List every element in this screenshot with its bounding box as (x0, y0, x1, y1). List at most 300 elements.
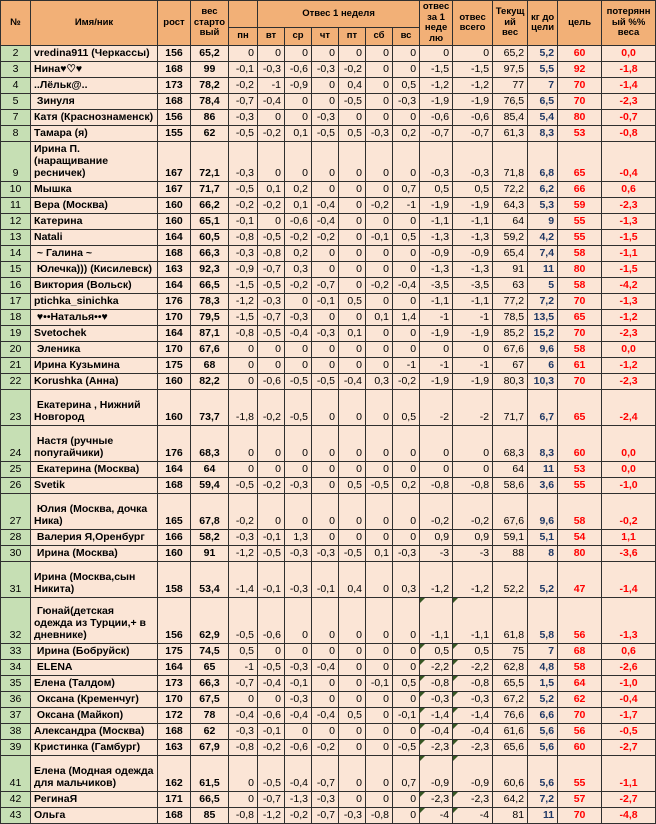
day-sun-cell[interactable]: 0 (393, 724, 420, 740)
day-thu-cell[interactable]: 0 (312, 426, 339, 462)
day-thu-cell[interactable]: -0,3 (312, 546, 339, 562)
total-loss-cell[interactable]: -0,7 (453, 126, 493, 142)
day-mon-cell[interactable]: -1,2 (229, 546, 258, 562)
day-tue-cell[interactable]: -0,2 (258, 390, 285, 426)
week-loss-cell[interactable]: 0 (420, 462, 453, 478)
height-cell[interactable]: 160 (158, 198, 191, 214)
day-fri-cell[interactable]: 0 (339, 310, 366, 326)
row-number-cell[interactable]: 41 (1, 756, 31, 792)
kg-to-goal-cell[interactable]: 11 (528, 262, 558, 278)
name-cell[interactable]: Валерия Я,Оренбург (31, 530, 158, 546)
day-thu-cell[interactable]: 0 (312, 310, 339, 326)
total-loss-cell[interactable]: 0,5 (453, 644, 493, 660)
day-fri-cell[interactable]: -0,2 (339, 62, 366, 78)
header-day-wed[interactable]: ср (285, 27, 312, 45)
start-weight-cell[interactable]: 86 (191, 110, 229, 126)
week-loss-cell[interactable]: 0 (420, 46, 453, 62)
name-cell[interactable]: Мышка (31, 182, 158, 198)
week-loss-cell[interactable]: -1 (420, 358, 453, 374)
row-number-cell[interactable]: 22 (1, 374, 31, 390)
day-tue-cell[interactable]: -0,4 (258, 676, 285, 692)
day-fri-cell[interactable]: 0 (339, 462, 366, 478)
day-sat-cell[interactable]: -0,3 (366, 126, 393, 142)
day-sun-cell[interactable]: -0,4 (393, 278, 420, 294)
start-weight-cell[interactable]: 65,2 (191, 46, 229, 62)
goal-cell[interactable]: 70 (558, 326, 602, 342)
day-fri-cell[interactable]: 0 (339, 230, 366, 246)
name-cell[interactable]: Korushka (Анна) (31, 374, 158, 390)
row-number-cell[interactable]: 34 (1, 660, 31, 676)
start-weight-cell[interactable]: 79,5 (191, 310, 229, 326)
kg-to-goal-cell[interactable]: 3,6 (528, 478, 558, 494)
goal-cell[interactable]: 60 (558, 740, 602, 756)
day-tue-cell[interactable]: 0 (258, 462, 285, 478)
header-number[interactable]: № (1, 1, 31, 46)
total-loss-cell[interactable]: -1,3 (453, 262, 493, 278)
total-loss-cell[interactable]: -0,4 (453, 724, 493, 740)
percent-lost-cell[interactable]: -1,5 (602, 262, 656, 278)
kg-to-goal-cell[interactable]: 5,8 (528, 598, 558, 644)
day-thu-cell[interactable]: -0,7 (312, 756, 339, 792)
day-sat-cell[interactable]: 0 (366, 110, 393, 126)
kg-to-goal-cell[interactable]: 5,1 (528, 530, 558, 546)
day-wed-cell[interactable]: 0 (285, 342, 312, 358)
day-sat-cell[interactable]: 0 (366, 262, 393, 278)
day-thu-cell[interactable]: 0 (312, 478, 339, 494)
day-fri-cell[interactable]: 0 (339, 494, 366, 530)
week-loss-cell[interactable]: 0 (420, 426, 453, 462)
current-weight-cell[interactable]: 85,4 (493, 110, 528, 126)
header-goal[interactable]: цель (558, 1, 602, 46)
name-cell[interactable]: Ирина П. (наращивание ресничек) (31, 142, 158, 182)
percent-lost-cell[interactable]: 0,6 (602, 644, 656, 660)
day-mon-cell[interactable]: -0,1 (229, 214, 258, 230)
day-sat-cell[interactable]: 0 (366, 740, 393, 756)
day-sun-cell[interactable]: 0 (393, 808, 420, 824)
day-sat-cell[interactable]: 0 (366, 692, 393, 708)
row-number-cell[interactable]: 5 (1, 94, 31, 110)
week-loss-cell[interactable]: -1,1 (420, 214, 453, 230)
percent-lost-cell[interactable]: -2,6 (602, 660, 656, 676)
row-number-cell[interactable]: 35 (1, 676, 31, 692)
week-loss-cell[interactable]: 0,5 (420, 182, 453, 198)
percent-lost-cell[interactable]: -2,7 (602, 792, 656, 808)
current-weight-cell[interactable]: 67,6 (493, 342, 528, 358)
current-weight-cell[interactable]: 77 (493, 78, 528, 94)
day-wed-cell[interactable]: -0,6 (285, 740, 312, 756)
day-mon-cell[interactable]: -0,4 (229, 708, 258, 724)
day-thu-cell[interactable]: -0,5 (312, 374, 339, 390)
name-cell[interactable]: Ирина (Москва,сын Никита) (31, 562, 158, 598)
goal-cell[interactable]: 80 (558, 262, 602, 278)
day-thu-cell[interactable]: -0,3 (312, 62, 339, 78)
percent-lost-cell[interactable]: -4,8 (602, 808, 656, 824)
day-sun-cell[interactable]: 0 (393, 294, 420, 310)
total-loss-cell[interactable]: 0 (453, 342, 493, 358)
height-cell[interactable]: 158 (158, 562, 191, 598)
day-sun-cell[interactable]: 0 (393, 326, 420, 342)
goal-cell[interactable]: 54 (558, 530, 602, 546)
height-cell[interactable]: 168 (158, 94, 191, 110)
day-fri-cell[interactable]: 0,1 (339, 326, 366, 342)
start-weight-cell[interactable]: 72,1 (191, 142, 229, 182)
goal-cell[interactable]: 70 (558, 78, 602, 94)
day-wed-cell[interactable]: -0,2 (285, 808, 312, 824)
day-sat-cell[interactable]: -0,1 (366, 676, 393, 692)
name-cell[interactable]: Виктория (Вольск) (31, 278, 158, 294)
day-tue-cell[interactable]: -0,1 (258, 562, 285, 598)
week-loss-cell[interactable]: -1 (420, 310, 453, 326)
day-sat-cell[interactable]: 0,3 (366, 374, 393, 390)
day-wed-cell[interactable]: -0,6 (285, 214, 312, 230)
current-weight-cell[interactable]: 64,2 (493, 792, 528, 808)
day-tue-cell[interactable]: 0 (258, 426, 285, 462)
day-wed-cell[interactable]: -0,9 (285, 78, 312, 94)
day-sun-cell[interactable]: 0,5 (393, 390, 420, 426)
name-cell[interactable]: ..Лёльк@.. (31, 78, 158, 94)
height-cell[interactable]: 168 (158, 478, 191, 494)
week-loss-cell[interactable]: -1,9 (420, 326, 453, 342)
day-thu-cell[interactable]: -0,2 (312, 740, 339, 756)
kg-to-goal-cell[interactable]: 7,2 (528, 792, 558, 808)
percent-lost-cell[interactable]: -0,4 (602, 142, 656, 182)
goal-cell[interactable]: 56 (558, 598, 602, 644)
day-tue-cell[interactable]: -0,5 (258, 230, 285, 246)
day-wed-cell[interactable]: 0,2 (285, 182, 312, 198)
current-weight-cell[interactable]: 78,5 (493, 310, 528, 326)
current-weight-cell[interactable]: 65,6 (493, 740, 528, 756)
day-sat-cell[interactable]: 0 (366, 358, 393, 374)
current-weight-cell[interactable]: 59,2 (493, 230, 528, 246)
height-cell[interactable]: 156 (158, 110, 191, 126)
day-fri-cell[interactable]: 0 (339, 198, 366, 214)
day-sat-cell[interactable]: -0,1 (366, 230, 393, 246)
week-loss-cell[interactable]: 0,9 (420, 530, 453, 546)
goal-cell[interactable]: 58 (558, 660, 602, 676)
day-sat-cell[interactable]: 0 (366, 708, 393, 724)
percent-lost-cell[interactable]: -1,5 (602, 230, 656, 246)
kg-to-goal-cell[interactable]: 5,6 (528, 740, 558, 756)
day-mon-cell[interactable]: -0,2 (229, 494, 258, 530)
name-cell[interactable]: Тамара (я) (31, 126, 158, 142)
day-sun-cell[interactable]: 0 (393, 660, 420, 676)
start-weight-cell[interactable]: 67,9 (191, 740, 229, 756)
height-cell[interactable]: 164 (158, 278, 191, 294)
goal-cell[interactable]: 58 (558, 246, 602, 262)
week-loss-cell[interactable]: -1,2 (420, 78, 453, 94)
kg-to-goal-cell[interactable]: 5,5 (528, 62, 558, 78)
percent-lost-cell[interactable]: 0,0 (602, 342, 656, 358)
day-sat-cell[interactable]: 0 (366, 342, 393, 358)
header-current-weight[interactable]: Текущий вес (493, 1, 528, 46)
goal-cell[interactable]: 53 (558, 462, 602, 478)
current-weight-cell[interactable]: 76,5 (493, 94, 528, 110)
day-mon-cell[interactable]: -1 (229, 660, 258, 676)
day-mon-cell[interactable]: 0 (229, 358, 258, 374)
height-cell[interactable]: 175 (158, 358, 191, 374)
row-number-cell[interactable]: 19 (1, 326, 31, 342)
day-fri-cell[interactable]: 0 (339, 724, 366, 740)
start-weight-cell[interactable]: 66,2 (191, 198, 229, 214)
row-number-cell[interactable]: 3 (1, 62, 31, 78)
day-mon-cell[interactable]: 0 (229, 374, 258, 390)
total-loss-cell[interactable]: -0,2 (453, 494, 493, 530)
day-thu-cell[interactable]: 0 (312, 246, 339, 262)
goal-cell[interactable]: 55 (558, 214, 602, 230)
week-loss-cell[interactable]: -0,8 (420, 676, 453, 692)
start-weight-cell[interactable]: 91 (191, 546, 229, 562)
week-loss-cell[interactable]: -0,3 (420, 142, 453, 182)
day-tue-cell[interactable]: 0 (258, 644, 285, 660)
day-tue-cell[interactable]: -0,5 (258, 546, 285, 562)
day-fri-cell[interactable]: 0 (339, 278, 366, 294)
day-wed-cell[interactable]: -0,3 (285, 478, 312, 494)
current-weight-cell[interactable]: 65,5 (493, 676, 528, 692)
kg-to-goal-cell[interactable]: 10,3 (528, 374, 558, 390)
goal-cell[interactable]: 61 (558, 358, 602, 374)
height-cell[interactable]: 164 (158, 660, 191, 676)
day-mon-cell[interactable]: 0 (229, 462, 258, 478)
header-day-tue[interactable]: вт (258, 27, 285, 45)
name-cell[interactable]: Оксана (Майкоп) (31, 708, 158, 724)
total-loss-cell[interactable]: -4 (453, 808, 493, 824)
day-fri-cell[interactable]: 0,5 (339, 708, 366, 724)
day-wed-cell[interactable]: -0,4 (285, 756, 312, 792)
total-loss-cell[interactable]: 0,5 (453, 182, 493, 198)
day-sat-cell[interactable]: 0 (366, 78, 393, 94)
name-cell[interactable]: Катерина (31, 214, 158, 230)
row-number-cell[interactable]: 33 (1, 644, 31, 660)
current-weight-cell[interactable]: 85,2 (493, 326, 528, 342)
day-thu-cell[interactable]: 0 (312, 78, 339, 94)
day-wed-cell[interactable]: -0,3 (285, 660, 312, 676)
day-wed-cell[interactable]: 0 (285, 110, 312, 126)
day-sun-cell[interactable]: 0 (393, 426, 420, 462)
current-weight-cell[interactable]: 64 (493, 462, 528, 478)
percent-lost-cell[interactable]: -1,8 (602, 62, 656, 78)
kg-to-goal-cell[interactable]: 13,5 (528, 310, 558, 326)
kg-to-goal-cell[interactable]: 9,6 (528, 494, 558, 530)
kg-to-goal-cell[interactable]: 5,6 (528, 756, 558, 792)
name-cell[interactable]: ~ Галина ~ (31, 246, 158, 262)
goal-cell[interactable]: 56 (558, 724, 602, 740)
day-tue-cell[interactable]: -0,2 (258, 740, 285, 756)
day-wed-cell[interactable]: 0 (285, 426, 312, 462)
day-fri-cell[interactable]: 0 (339, 792, 366, 808)
header-day-fri[interactable]: пт (339, 27, 366, 45)
name-cell[interactable]: Svetochek (31, 326, 158, 342)
current-weight-cell[interactable]: 61,8 (493, 598, 528, 644)
kg-to-goal-cell[interactable]: 11 (528, 808, 558, 824)
day-sun-cell[interactable]: -0,2 (393, 374, 420, 390)
percent-lost-cell[interactable]: -1,2 (602, 358, 656, 374)
kg-to-goal-cell[interactable]: 15,2 (528, 326, 558, 342)
day-mon-cell[interactable]: -0,8 (229, 326, 258, 342)
day-sat-cell[interactable]: 0 (366, 294, 393, 310)
kg-to-goal-cell[interactable]: 5,2 (528, 46, 558, 62)
current-weight-cell[interactable]: 62,8 (493, 660, 528, 676)
day-sun-cell[interactable]: 0 (393, 46, 420, 62)
day-wed-cell[interactable]: 0,2 (285, 246, 312, 262)
day-thu-cell[interactable]: -0,1 (312, 294, 339, 310)
total-loss-cell[interactable]: -0,3 (453, 692, 493, 708)
name-cell[interactable]: РегинаЯ (31, 792, 158, 808)
total-loss-cell[interactable]: -1,9 (453, 198, 493, 214)
height-cell[interactable]: 155 (158, 126, 191, 142)
row-number-cell[interactable]: 15 (1, 262, 31, 278)
current-weight-cell[interactable]: 67,2 (493, 692, 528, 708)
day-thu-cell[interactable]: 0 (312, 676, 339, 692)
day-wed-cell[interactable]: 0,1 (285, 126, 312, 142)
percent-lost-cell[interactable]: -2,7 (602, 740, 656, 756)
percent-lost-cell[interactable]: 0,0 (602, 46, 656, 62)
row-number-cell[interactable]: 4 (1, 78, 31, 94)
goal-cell[interactable]: 62 (558, 692, 602, 708)
row-number-cell[interactable]: 37 (1, 708, 31, 724)
week-loss-cell[interactable]: -0,9 (420, 756, 453, 792)
percent-lost-cell[interactable]: -1,4 (602, 78, 656, 94)
goal-cell[interactable]: 57 (558, 792, 602, 808)
name-cell[interactable]: Настя (ручные попугайчики) (31, 426, 158, 462)
day-sat-cell[interactable]: 0 (366, 214, 393, 230)
day-sat-cell[interactable]: 0 (366, 94, 393, 110)
name-cell[interactable]: Нина♥♡♥ (31, 62, 158, 78)
header-percent-lost[interactable]: потерянный %% веса (602, 1, 656, 46)
height-cell[interactable]: 162 (158, 756, 191, 792)
day-tue-cell[interactable]: -0,3 (258, 294, 285, 310)
day-thu-cell[interactable]: -0,4 (312, 660, 339, 676)
day-sat-cell[interactable]: 0 (366, 182, 393, 198)
day-fri-cell[interactable]: 0 (339, 110, 366, 126)
row-number-cell[interactable]: 32 (1, 598, 31, 644)
name-cell[interactable]: Эленика (31, 342, 158, 358)
day-fri-cell[interactable]: -0,3 (339, 808, 366, 824)
day-sun-cell[interactable]: 0,5 (393, 230, 420, 246)
day-mon-cell[interactable]: -1,2 (229, 294, 258, 310)
day-tue-cell[interactable]: -0,7 (258, 310, 285, 326)
day-sat-cell[interactable]: 0 (366, 426, 393, 462)
day-mon-cell[interactable]: 0 (229, 426, 258, 462)
day-sat-cell[interactable]: -0,5 (366, 478, 393, 494)
day-sun-cell[interactable]: 0,2 (393, 126, 420, 142)
name-cell[interactable]: Вера (Москва) (31, 198, 158, 214)
height-cell[interactable]: 168 (158, 808, 191, 824)
goal-cell[interactable]: 53 (558, 126, 602, 142)
kg-to-goal-cell[interactable]: 5,2 (528, 562, 558, 598)
week-loss-cell[interactable]: -0,6 (420, 110, 453, 126)
current-weight-cell[interactable]: 71,7 (493, 390, 528, 426)
total-loss-cell[interactable]: -1 (453, 310, 493, 326)
current-weight-cell[interactable]: 97,5 (493, 62, 528, 78)
height-cell[interactable]: 165 (158, 494, 191, 530)
day-mon-cell[interactable]: 0 (229, 792, 258, 808)
day-thu-cell[interactable]: 0 (312, 182, 339, 198)
day-fri-cell[interactable]: 0 (339, 644, 366, 660)
day-fri-cell[interactable]: 0,5 (339, 126, 366, 142)
start-weight-cell[interactable]: 82,2 (191, 374, 229, 390)
day-fri-cell[interactable]: 0 (339, 262, 366, 278)
day-mon-cell[interactable]: -0,8 (229, 740, 258, 756)
current-weight-cell[interactable]: 75 (493, 644, 528, 660)
day-sun-cell[interactable]: 0,3 (393, 562, 420, 598)
current-weight-cell[interactable]: 61,6 (493, 724, 528, 740)
week-loss-cell[interactable]: -1,1 (420, 598, 453, 644)
day-tue-cell[interactable]: -0,2 (258, 478, 285, 494)
kg-to-goal-cell[interactable]: 9,6 (528, 342, 558, 358)
day-sun-cell[interactable]: 0 (393, 110, 420, 126)
goal-cell[interactable]: 65 (558, 310, 602, 326)
row-number-cell[interactable]: 30 (1, 546, 31, 562)
week-loss-cell[interactable]: -0,8 (420, 478, 453, 494)
percent-lost-cell[interactable]: -1,4 (602, 562, 656, 598)
height-cell[interactable]: 166 (158, 530, 191, 546)
percent-lost-cell[interactable]: 1,1 (602, 530, 656, 546)
kg-to-goal-cell[interactable]: 1,5 (528, 676, 558, 692)
week-loss-cell[interactable]: -1,1 (420, 294, 453, 310)
goal-cell[interactable]: 58 (558, 278, 602, 294)
name-cell[interactable]: Екатерина , Нижний Новгород (31, 390, 158, 426)
week-loss-cell[interactable]: -2 (420, 390, 453, 426)
header-day-sun[interactable]: вс (393, 27, 420, 45)
height-cell[interactable]: 164 (158, 326, 191, 342)
name-cell[interactable]: Катя (Краснознаменск) (31, 110, 158, 126)
week-loss-cell[interactable]: -1,9 (420, 198, 453, 214)
start-weight-cell[interactable]: 67,6 (191, 342, 229, 358)
name-cell[interactable]: Svetik (31, 478, 158, 494)
height-cell[interactable]: 163 (158, 740, 191, 756)
total-loss-cell[interactable]: -1,5 (453, 62, 493, 78)
row-number-cell[interactable]: 21 (1, 358, 31, 374)
day-tue-cell[interactable]: -0,3 (258, 62, 285, 78)
start-weight-cell[interactable]: 78 (191, 708, 229, 724)
total-loss-cell[interactable]: 0 (453, 426, 493, 462)
height-cell[interactable]: 168 (158, 246, 191, 262)
row-number-cell[interactable]: 28 (1, 530, 31, 546)
total-loss-cell[interactable]: -1,1 (453, 598, 493, 644)
height-cell[interactable]: 168 (158, 62, 191, 78)
week-loss-cell[interactable]: -1,9 (420, 94, 453, 110)
row-number-cell[interactable]: 9 (1, 142, 31, 182)
row-number-cell[interactable]: 25 (1, 462, 31, 478)
percent-lost-cell[interactable]: -0,4 (602, 692, 656, 708)
goal-cell[interactable]: 60 (558, 46, 602, 62)
start-weight-cell[interactable]: 78,4 (191, 94, 229, 110)
current-weight-cell[interactable]: 91 (493, 262, 528, 278)
day-wed-cell[interactable]: 0 (285, 724, 312, 740)
day-fri-cell[interactable]: 0,4 (339, 562, 366, 598)
day-mon-cell[interactable]: 0 (229, 756, 258, 792)
day-wed-cell[interactable]: 0 (285, 94, 312, 110)
day-fri-cell[interactable]: -0,5 (339, 546, 366, 562)
day-mon-cell[interactable]: -0,7 (229, 94, 258, 110)
day-sun-cell[interactable]: -1 (393, 358, 420, 374)
name-cell[interactable]: Ирина (Бобруйск) (31, 644, 158, 660)
day-wed-cell[interactable]: -0,2 (285, 230, 312, 246)
total-loss-cell[interactable]: -2,2 (453, 660, 493, 676)
day-tue-cell[interactable]: -0,6 (258, 598, 285, 644)
day-sat-cell[interactable]: 0 (366, 462, 393, 478)
height-cell[interactable]: 164 (158, 230, 191, 246)
day-fri-cell[interactable]: 0,4 (339, 78, 366, 94)
current-weight-cell[interactable]: 52,2 (493, 562, 528, 598)
week-loss-cell[interactable]: -0,4 (420, 724, 453, 740)
day-mon-cell[interactable]: -0,2 (229, 78, 258, 94)
name-cell[interactable]: Ирина Кузьмина (31, 358, 158, 374)
goal-cell[interactable]: 66 (558, 182, 602, 198)
row-number-cell[interactable]: 14 (1, 246, 31, 262)
start-weight-cell[interactable]: 85 (191, 808, 229, 824)
percent-lost-cell[interactable]: -2,3 (602, 198, 656, 214)
